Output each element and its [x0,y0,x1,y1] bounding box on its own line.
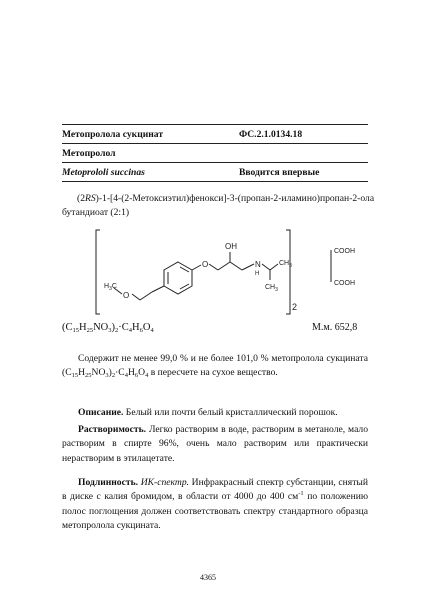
chemical-name-line2: бутандиоат (2:1) [62,207,130,218]
left-bracket [96,230,100,314]
amine-hydrogen-label: H [255,271,260,277]
monograph-code: ФС.2.1.0134.18 [239,129,303,140]
identity-paragraph: Подлинность. ИК-спектр. Инфракрасный спектр субстанции, снятый в диске с калия бромидом, в области от 4000 до 400 $см^{-1}$ по положению полос поглощения должен соответствовать спектру стандартного образца метопролола сукцината. [62,477,369,531]
hydroxyl-label: OH [225,242,237,251]
solubility-paragraph: Растворимость. Легко растворим в воде, растворим в метаноле, мало растворим в спирте 96%, очень мало растворим или практически нерастворим в этилацетате. [62,424,368,464]
molecular-formula: $(C_{15}H_{25}NO_3)_2\cdot C_4H_6O_4$ [62,322,154,334]
solubility-label: Растворимость. [78,424,147,435]
description-paragraph: Описание. Белый или почти белый кристаллический порошок. [78,407,338,418]
identity-label: Подлинность. [78,477,139,488]
structural-formula [0,222,424,322]
description-label: Описание. [78,407,124,418]
content-paragraph: Содержит не менее 99,0 % и не более 101,0 % метопролола сукцината $(C_{15}H_{25}NO_3)_2\cdot C_4H_6O_4$ в пересчете на сухое вещество. [62,353,368,380]
page-number: 4365 [200,573,216,582]
bracket-subscript: 2 [292,302,298,312]
molar-mass: М.м. 652,8 [312,322,358,333]
amine-nitrogen-label: N [255,260,261,269]
right-bracket [286,230,290,314]
identity-method: ИК-спектр. [140,477,190,488]
ether-oxygen-label: O [202,260,209,269]
carboxyl-top-label: COOH [334,248,355,255]
drug-name-ru: Метопролола сукцинат [62,129,164,140]
carboxyl-bottom-label: COOH [334,280,355,287]
top-rule [62,124,368,125]
methyl-label-top: $CH_3$ [279,260,292,269]
methyl-label-bottom: $CH_3$ [265,284,278,293]
methoxy-methyl-label: $H_3C$ [104,283,117,292]
rule-2 [62,143,368,144]
rule-4 [62,181,368,182]
drug-name-latin: Metoprololi succinas [62,167,145,178]
methoxy-oxygen-label: O [123,291,130,300]
chemical-name-line1: (2RS)-1-[4-(2-Метоксиэтил)фенокси]-3-(пропан-2-иламино)пропан-2-ола [77,193,375,204]
status-note: Вводится впервые [239,167,320,178]
rule-3 [62,162,368,163]
drug-alt-name: Метопролол [62,148,116,159]
